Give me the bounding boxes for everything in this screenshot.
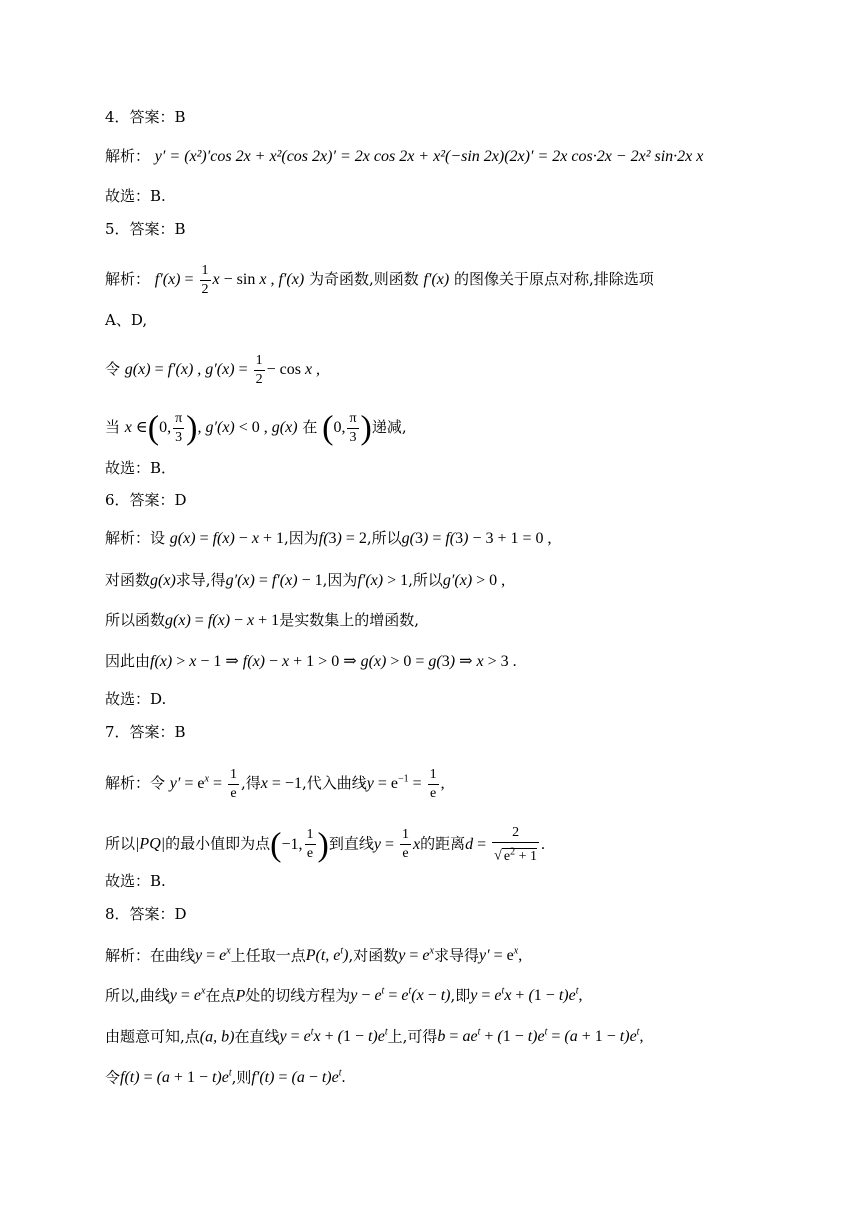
text: 到直线 [328,834,374,853]
formula: $y = e^x$ [169,986,206,1005]
item-8-line1 [105,942,522,966]
text: 求导得 [433,946,479,965]
text: 为奇函数,则函数 [308,270,419,289]
item-8-line4 [105,1064,346,1088]
formula: (a, b) [199,1028,235,1046]
formula: f(3) = 2 [318,530,367,547]
formula: g(3) = f(3) − 3 + 1 = 0 , [401,530,552,547]
analysis-label: 解析： [105,270,151,289]
formula: g′(x) = f′(x) − 1 [225,572,323,589]
item-7-conclusion: 故选：B. [105,872,166,890]
formula: $b = ae^t + (1 - t)e^t = (a + 1 - t)e^t$, [437,1027,644,1046]
formula: g(x) = f(x) − x + 1 [165,612,280,629]
item-4-conclusion: 故选：B. [105,187,166,205]
text: 所以 [105,834,136,853]
item-7-answer: 7．答案：B [105,723,186,741]
formula: f′(x) > 1 [357,572,409,589]
text: 求导,得 [175,571,226,589]
text: 的距离 [420,834,466,853]
formula: d = $\frac{2}{√ e^2 + 1}$ . [465,825,545,864]
text: 上,可得 [387,1027,438,1046]
analysis-label: 解析： [105,147,151,165]
formula: P [235,987,246,1005]
text: 在直线 [234,1027,280,1046]
text: 因此由 [105,652,151,670]
text: 在点 [205,986,236,1005]
formula: $y = e^{-1}$ = $\frac{1}{e}$ , [366,767,445,801]
text: ,因为 [322,571,358,589]
item-4-analysis [105,146,703,167]
text: 递减, [371,418,407,437]
text: 的图像关于原点对称,排除选项 [453,270,654,289]
formula: f′(x) [423,271,450,289]
item-5-line1 [105,262,654,299]
text: 当 [105,418,121,437]
item-6-line4 [105,651,517,672]
formula: |PQ| [135,835,166,853]
formula: g(x) [150,572,176,589]
item-4-derivation: y′ = (x²)′cos 2x + x²(cos 2x)′ = 2x cos 2x + x²(−sin 2x)(2x)′ = 2x cos·2x − 2x² sin·2x x [154,148,704,165]
formula: g′(x) > 0 , [442,572,506,589]
formula: $y' = e^x$ = $\frac{1}{e}$ [169,767,238,801]
text: 令 [105,1068,121,1087]
item-5-answer: 5．答案：B [105,220,186,238]
text: 令 [105,360,121,379]
text: ,所以 [408,571,443,589]
text: ,即 [450,986,471,1005]
formula: g(x) = f(x) − x + 1 [169,530,284,547]
text: 在 [302,418,318,437]
item-6-line2 [105,570,505,591]
text: 由题意可知,点 [105,1027,200,1046]
text: ,得 [241,774,261,793]
item-7-line2 [105,824,545,866]
item-4-answer: 4．答案：B [105,108,186,126]
item-6-line1 [105,528,552,549]
analysis-label: 解析：在曲线 [105,946,196,965]
formula: $y = e^x$ [398,946,434,965]
text: 对函数 [105,571,151,589]
text: 上任取一点 [230,946,306,965]
item-8-line3 [105,1023,643,1047]
formula: $y = e^x$ [195,946,231,965]
formula: $y = e^tx + (1 - t)e^t$, [470,986,583,1005]
item-5-line4 [105,410,407,447]
analysis-label: 解析：令 [105,774,166,793]
formula: f′(x) = $\frac{1}{2}$ x − sin x , f′(x) [154,263,305,297]
text: 所以,曲线 [105,986,170,1005]
formula: $y = e^tx + (1 - t)e^t$ [279,1027,388,1046]
text: ,因为 [283,529,319,547]
text: 处的切线方程为 [245,986,351,1005]
formula: $y' = e^x$, [479,946,523,965]
formula: x = −1 [260,775,302,793]
text: 是实数集上的增函数, [279,611,419,629]
item-5-line2: A、D, [105,311,148,329]
text: 的最小值即为点 [165,834,271,853]
formula: (0, $\frac{\pi}{3}$ ) [322,409,372,447]
text: ,所以 [366,529,402,547]
item-7-line1 [105,766,445,803]
formula: (−1, $\frac{1}{e}$ ) [270,825,329,863]
formula: P(t, $e^t$) [305,946,349,965]
text: ,代入曲线 [301,774,367,793]
formula: $f(t) = (a + 1 - t)e^t$ [120,1068,232,1087]
item-6-conclusion: 故选：D. [105,690,167,708]
item-5-line3 [105,352,320,389]
item-8-answer: 8．答案：D [105,905,187,923]
formula: y = $\frac{1}{e}$ x [373,827,421,862]
formula: $y - e^t = e^t(x - t)$ [350,986,451,1005]
item-6-line3 [105,610,419,631]
text: ,则 [231,1068,252,1087]
formula: f(x) > x − 1 ⇒ f(x) − x + 1 > 0 ⇒ g(x) > 0 = g(3) ⇒ x > 3 . [150,653,517,670]
item-6-answer: 6．答案：D [105,491,187,509]
item-5-conclusion: 故选：B． [105,459,177,477]
analysis-label: 解析：设 [105,529,166,547]
text: ,对函数 [348,946,399,965]
formula: g(x) = f′(x) , g′(x) = $\frac{1}{2}$ − cos x , [124,353,321,387]
item-8-line2 [105,982,582,1006]
formula: $f'(t) = (a - t)e^t$. [251,1068,346,1087]
formula: x ∈(0, $\frac{\pi}{3}$ ), g′(x) < 0 , g(x) [124,409,298,447]
text: 所以函数 [105,611,166,629]
